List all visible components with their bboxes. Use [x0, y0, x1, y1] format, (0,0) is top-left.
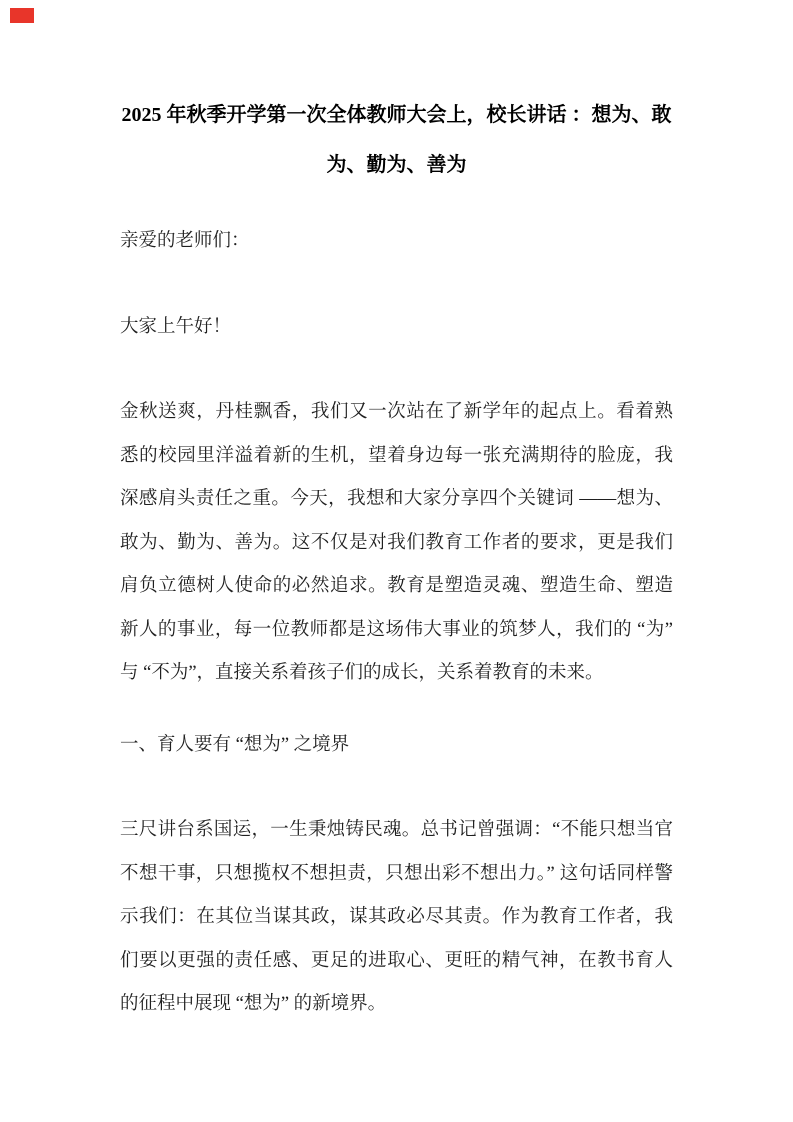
document-content: [120, 0, 673, 1069]
intro-paragraph: 金秋送爽，丹桂飘香，我们又一次站在了新学年的起点上。看着熟悉的校园里洋溢着新的生机，望着身边每一张充满期待的脸庞，我深感肩头责任之重。今天，我想和大家分享四个关键词 ——想为、敢为、勤为、善为。这不仅是对我们教育工作者的要求，更是我们肩负立德树人使命的必然追求。教育是塑造灵魂、塑造生命、塑造新人的事业，每一位教师都是这场伟大事业的筑梦人，我们的 “为” 与 “不为”，直接关系着孩子们的成长，关系着教育的未来。: [120, 402, 673, 683]
red-corner-mark: [10, 8, 34, 23]
section-1-paragraph: 三尺讲台系国运，一生秉烛铸民魂。总书记曾强调：“不能只想当官不想干事，只想揽权不想担责，只想出彩不想出力。” 这句话同样警示我们：在其位当谋其政，谋其政必尽其责。作为教育工作者，我们要以更强的责任感、更足的进取心、更旺的精气神，在教书育人的征程中展现 “想为” 的新境界。: [120, 820, 673, 1014]
section-1-heading: 一、育人要有 “想为” 之境界: [120, 734, 350, 755]
salutation-line: 亲爱的老师们：: [120, 231, 250, 251]
greeting-line: 大家上午好！: [120, 316, 232, 337]
document-title: 2025 年秋季开学第一次全体教师大会上，校长讲话 ：想为、敢为、勤为、善为: [121, 104, 672, 176]
